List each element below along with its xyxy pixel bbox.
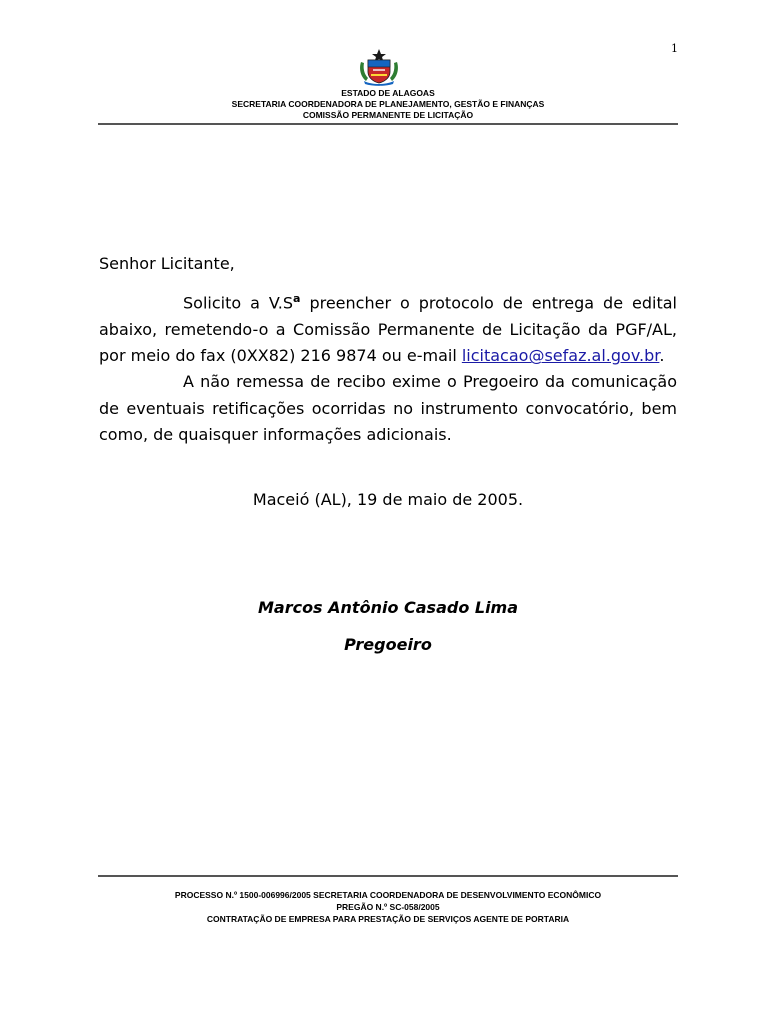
letterhead-state: ESTADO DE ALAGOAS xyxy=(341,88,435,98)
header-divider xyxy=(98,123,678,125)
footer-subject: CONTRATAÇÃO DE EMPRESA PARA PRESTAÇÃO DE SERVIÇOS AGENTE DE PORTARIA xyxy=(206,914,570,924)
letterhead xyxy=(98,88,678,121)
signatory-name: Marcos Antônio Casado Lima xyxy=(257,598,519,617)
paragraph-request-body: preencher o protocolo de entrega de edital abaixo, remetendo-o a Comissão Permanente de Licitação da PGF/AL, por meio do fax (0XX82) 216 9874 ou e-mail xyxy=(99,293,677,366)
email-link[interactable]: licitacao@sefaz.al.gov.br xyxy=(461,346,660,366)
footer-auction: PREGÃO N.º SC-058/2005 xyxy=(336,902,440,912)
signatory-title: Pregoeiro xyxy=(344,635,432,654)
paragraph-request-lead: Solicito a V.S xyxy=(183,293,294,313)
coat-of-arms-icon xyxy=(358,48,400,86)
page-number: 1 xyxy=(671,42,678,55)
paragraph-request-trail: . xyxy=(659,346,665,366)
footer xyxy=(98,889,678,925)
letterhead-commission: COMISSÃO PERMANENTE DE LICITAÇÃO xyxy=(302,110,474,120)
footer-process: PROCESSO N.º 1500-006996/2005 SECRETARIA COORDENADORA DE DESENVOLVIMENTO ECONÔMICO xyxy=(174,890,602,900)
letterhead-secretariat: SECRETARIA COORDENADORA DE PLANEJAMENTO, GESTÃO E FINANÇAS xyxy=(231,99,545,109)
paragraph-request xyxy=(99,286,677,370)
paragraph-notice: A não remessa de recibo exime o Pregoeiro da comunicação de eventuais retificações ocorridas no instrumento convocatório, bem como, de quaisquer informações adicionais. xyxy=(99,372,677,444)
footer-divider xyxy=(98,875,678,877)
date-line: Maceió (AL), 19 de maio de 2005. xyxy=(252,490,524,509)
greeting: Senhor Licitante, xyxy=(99,254,235,273)
paragraph-request-superscript: a xyxy=(293,292,301,305)
